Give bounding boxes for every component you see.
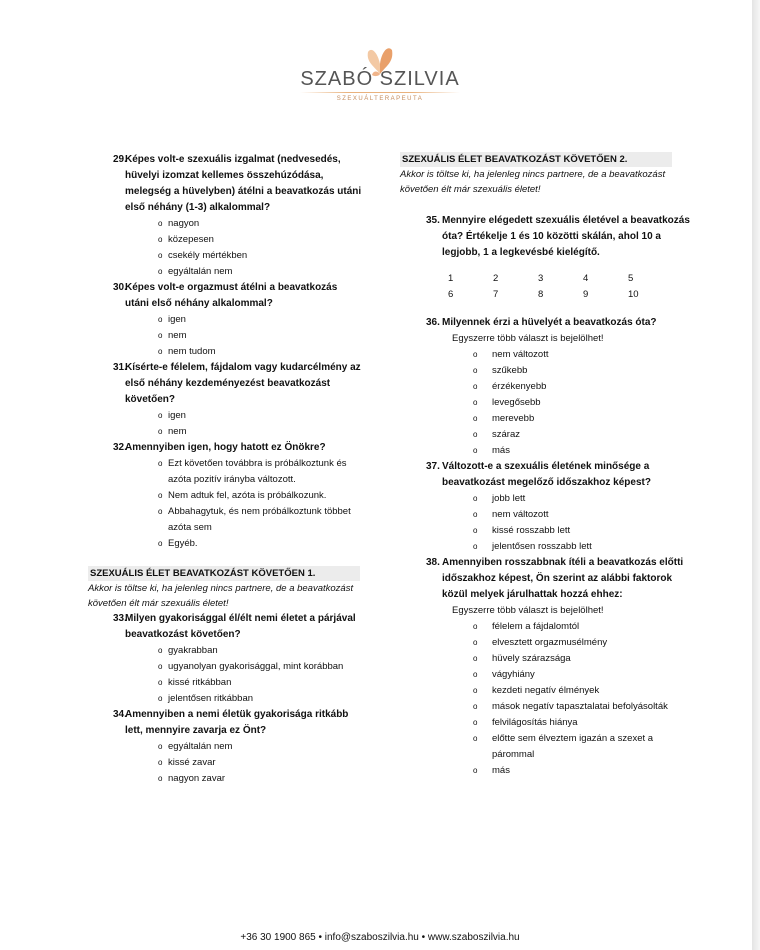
question-34 <box>88 707 363 739</box>
rating-scale <box>400 271 690 303</box>
section-note: Akkor is töltse ki, ha jelenleg nincs partnere, de a beavatkozást követően élt már szexuális életet! <box>400 169 666 195</box>
scale-value[interactable]: 1 <box>448 273 454 284</box>
scale-value[interactable]: 2 <box>493 273 499 284</box>
checkbox-circle-icon[interactable]: o <box>473 446 478 455</box>
question-36 <box>400 315 690 331</box>
options-38 <box>400 619 690 779</box>
radio-option[interactable]: o Nem adtuk fel, azóta is próbálkozunk. <box>88 488 363 504</box>
scale-value[interactable]: 5 <box>628 273 634 284</box>
checkbox-circle-icon[interactable]: o <box>473 766 478 775</box>
radio-option[interactable]: o egyáltalán nem <box>88 264 363 280</box>
checkbox-option[interactable]: o mások negatív tapasztalatai befolyásolták <box>400 699 690 715</box>
question-text: Amennyiben rosszabbnak ítéli a beavatkozás előtti időszakhoz képest, Ön szerint az alábbi faktorok közül melyek járulhattak hozzá ehhez: <box>442 557 684 600</box>
question-text: Képes volt-e szexuális izgalmat (nedvesedés, hüvelyi izomzat kellemes összehúzódása, melegség a hüvelyben) átélni a beavatkozás utáni első néhány (1-3) alkalommal? <box>125 154 362 213</box>
radio-circle-icon[interactable]: o <box>158 491 163 500</box>
brand-divider <box>300 92 460 93</box>
checkbox-circle-icon[interactable]: o <box>473 702 478 711</box>
question-text: Milyen gyakorisággal él/élt nemi életet a párjával beavatkozást követően? <box>125 613 356 640</box>
options-29 <box>88 216 363 280</box>
radio-option[interactable]: o kissé ritkábban <box>88 675 363 691</box>
radio-option[interactable]: o jelentősen ritkábban <box>88 691 363 707</box>
radio-option[interactable]: o Egyéb. <box>88 536 363 552</box>
checkbox-option[interactable]: o elvesztett orgazmusélmény <box>400 635 690 651</box>
radio-circle-icon[interactable]: o <box>473 510 478 519</box>
question-text: Milyennek érzi a hüvelyét a beavatkozás óta? <box>442 317 657 328</box>
radio-circle-icon[interactable]: o <box>158 411 163 420</box>
question-number: 38. <box>426 557 440 568</box>
question-text: Amennyiben a nemi életük gyakorisága ritkább lett, mennyire zavarja ez Önt? <box>125 709 349 736</box>
checkbox-circle-icon[interactable]: o <box>473 638 478 647</box>
question-29 <box>88 152 363 216</box>
brand-name: SZABÓ SZILVIA <box>300 68 460 90</box>
footer-contact: +36 30 1900 865 • info@szaboszilvia.hu • www.szaboszilvia.hu <box>240 932 520 943</box>
question-32 <box>88 440 363 456</box>
question-number: 33. <box>113 613 127 624</box>
multi-select-hint: Egyszerre több választ is bejelölhet! <box>452 605 604 616</box>
scale-value[interactable]: 4 <box>583 273 589 284</box>
checkbox-circle-icon[interactable]: o <box>473 686 478 695</box>
scale-value[interactable]: 7 <box>493 289 499 300</box>
radio-circle-icon[interactable]: o <box>473 542 478 551</box>
checkbox-circle-icon[interactable]: o <box>473 350 478 359</box>
radio-circle-icon[interactable]: o <box>158 235 163 244</box>
radio-option[interactable]: o jobb lett <box>400 491 690 507</box>
radio-circle-icon[interactable]: o <box>473 526 478 535</box>
checkbox-option[interactable]: o félelem a fájdalomtól <box>400 619 690 635</box>
checkbox-circle-icon[interactable]: o <box>473 654 478 663</box>
question-text: Amennyiben igen, hogy hatott ez Önökre? <box>125 442 326 453</box>
checkbox-option[interactable]: o száraz <box>400 427 690 443</box>
checkbox-circle-icon[interactable]: o <box>473 382 478 391</box>
question-text: Kísérte-e félelem, fájdalom vagy kudarcélmény az első néhány kezdeményezést beavatkozást követően? <box>125 362 361 405</box>
section-note: Akkor is töltse ki, ha jelenleg nincs partnere, de a beavatkozást követően élt már szexuális életet! <box>88 583 354 609</box>
question-number: 32. <box>113 442 127 453</box>
options-36 <box>400 347 690 459</box>
radio-circle-icon[interactable]: o <box>158 758 163 767</box>
radio-circle-icon[interactable]: o <box>158 331 163 340</box>
right-column <box>400 152 690 779</box>
options-30 <box>88 312 363 360</box>
checkbox-circle-icon[interactable]: o <box>473 670 478 679</box>
question-number: 35. <box>426 215 440 226</box>
question-number: 30. <box>113 282 127 293</box>
radio-circle-icon[interactable]: o <box>158 678 163 687</box>
scale-value[interactable]: 8 <box>538 289 544 300</box>
question-30 <box>88 280 363 312</box>
radio-option[interactable]: o csekély mértékben <box>88 248 363 264</box>
checkbox-circle-icon[interactable]: o <box>473 734 478 743</box>
radio-circle-icon[interactable]: o <box>158 539 163 548</box>
checkbox-option[interactable]: o szűkebb <box>400 363 690 379</box>
checkbox-option[interactable]: o előtte sem élveztem igazán a szexet a párommal <box>473 733 654 760</box>
radio-circle-icon[interactable]: o <box>158 459 163 468</box>
question-number: 31. <box>113 362 127 373</box>
radio-circle-icon[interactable]: o <box>473 494 478 503</box>
checkbox-option[interactable]: o vágyhiány <box>400 667 690 683</box>
checkbox-option[interactable]: o érzékenyebb <box>400 379 690 395</box>
radio-option[interactable]: o Ezt követően továbbra is próbálkoztunk és azóta pozitív irányba változott. <box>158 458 347 485</box>
radio-option[interactable]: o Abbahagytuk, és nem próbálkoztunk többet azóta sem <box>158 506 351 533</box>
radio-option[interactable]: o nem <box>88 424 363 440</box>
radio-circle-icon[interactable]: o <box>158 267 163 276</box>
radio-circle-icon[interactable]: o <box>158 427 163 436</box>
scale-value[interactable]: 10 <box>628 289 639 300</box>
radio-option[interactable]: o igen <box>88 408 363 424</box>
checkbox-option[interactable]: o hüvely szárazsága <box>400 651 690 667</box>
checkbox-circle-icon[interactable]: o <box>473 398 478 407</box>
checkbox-circle-icon[interactable]: o <box>473 622 478 631</box>
question-text: Mennyire elégedett szexuális életével a beavatkozás óta? Értékelje 1 és 10 közötti skálán, ahol 10 a legjobb, 1 a legkevésbé kielégítő. <box>442 215 690 258</box>
radio-circle-icon[interactable]: o <box>158 742 163 751</box>
checkbox-option[interactable]: o kezdeti negatív élmények <box>400 683 690 699</box>
radio-option[interactable]: o kissé zavar <box>88 755 363 771</box>
scale-value[interactable]: 9 <box>583 289 589 300</box>
scale-value[interactable]: 3 <box>538 273 544 284</box>
page-edge <box>752 0 760 950</box>
section-title: SZEXUÁLIS ÉLET BEAVATKOZÁST KÖVETŐEN 1. <box>88 566 360 581</box>
radio-option[interactable]: o nem <box>88 328 363 344</box>
multi-select-hint: Egyszerre több választ is bejelölhet! <box>452 333 604 344</box>
question-number: 36. <box>426 317 440 328</box>
options-31 <box>88 408 363 440</box>
checkbox-option[interactable]: o merevebb <box>400 411 690 427</box>
radio-circle-icon[interactable]: o <box>158 774 163 783</box>
options-33 <box>88 643 363 707</box>
radio-circle-icon[interactable]: o <box>158 662 163 671</box>
radio-option[interactable]: o egyáltalán nem <box>88 739 363 755</box>
question-number: 29. <box>113 154 127 165</box>
scale-value[interactable]: 6 <box>448 289 454 300</box>
checkbox-circle-icon[interactable]: o <box>473 366 478 375</box>
checkbox-option[interactable]: o nem változott <box>400 347 690 363</box>
radio-circle-icon[interactable]: o <box>158 219 163 228</box>
checkbox-circle-icon[interactable]: o <box>473 430 478 439</box>
question-37 <box>400 459 690 491</box>
radio-circle-icon[interactable]: o <box>158 694 163 703</box>
radio-option[interactable]: o igen <box>88 312 363 328</box>
question-number: 37. <box>426 461 440 472</box>
question-number: 34. <box>113 709 127 720</box>
radio-option[interactable]: o ugyanolyan gyakorisággal, mint korábban <box>88 659 363 675</box>
checkbox-circle-icon[interactable]: o <box>473 718 478 727</box>
radio-circle-icon[interactable]: o <box>158 507 163 516</box>
radio-option[interactable]: o jelentősen rosszabb lett <box>400 539 690 555</box>
radio-circle-icon[interactable]: o <box>158 347 163 356</box>
radio-option[interactable]: o gyakrabban <box>88 643 363 659</box>
radio-option[interactable]: o nagyon zavar <box>88 771 363 787</box>
radio-circle-icon[interactable]: o <box>158 251 163 260</box>
question-35 <box>400 213 690 261</box>
question-text: Képes volt-e orgazmust átélni a beavatkozás utáni első néhány alkalommal? <box>125 282 338 309</box>
question-38 <box>400 555 690 603</box>
section-title: SZEXUÁLIS ÉLET BEAVATKOZÁST KÖVETŐEN 2. <box>400 152 672 167</box>
radio-option[interactable]: o nagyon <box>88 216 363 232</box>
radio-circle-icon[interactable]: o <box>158 646 163 655</box>
radio-option[interactable]: o nem változott <box>400 507 690 523</box>
checkbox-option[interactable]: o más <box>400 443 690 459</box>
options-37 <box>400 491 690 555</box>
radio-option[interactable]: o nem tudom <box>88 344 363 360</box>
radio-circle-icon[interactable]: o <box>158 315 163 324</box>
brand-subtitle: SZEXUÁLTERAPEUTA <box>336 96 424 102</box>
question-text: Változott-e a szexuális életének minősége a beavatkozást megelőző időszakhoz képest? <box>442 461 651 488</box>
question-33 <box>88 611 363 643</box>
checkbox-option[interactable]: o levegősebb <box>400 395 690 411</box>
radio-option[interactable]: o kissé rosszabb lett <box>400 523 690 539</box>
checkbox-option[interactable]: o más <box>400 763 690 779</box>
radio-option[interactable]: o közepesen <box>88 232 363 248</box>
checkbox-option[interactable]: o felvilágosítás hiánya <box>400 715 690 731</box>
options-34 <box>88 739 363 787</box>
left-column <box>88 152 363 787</box>
question-31 <box>88 360 363 408</box>
options-32 <box>88 456 363 552</box>
checkbox-circle-icon[interactable]: o <box>473 414 478 423</box>
